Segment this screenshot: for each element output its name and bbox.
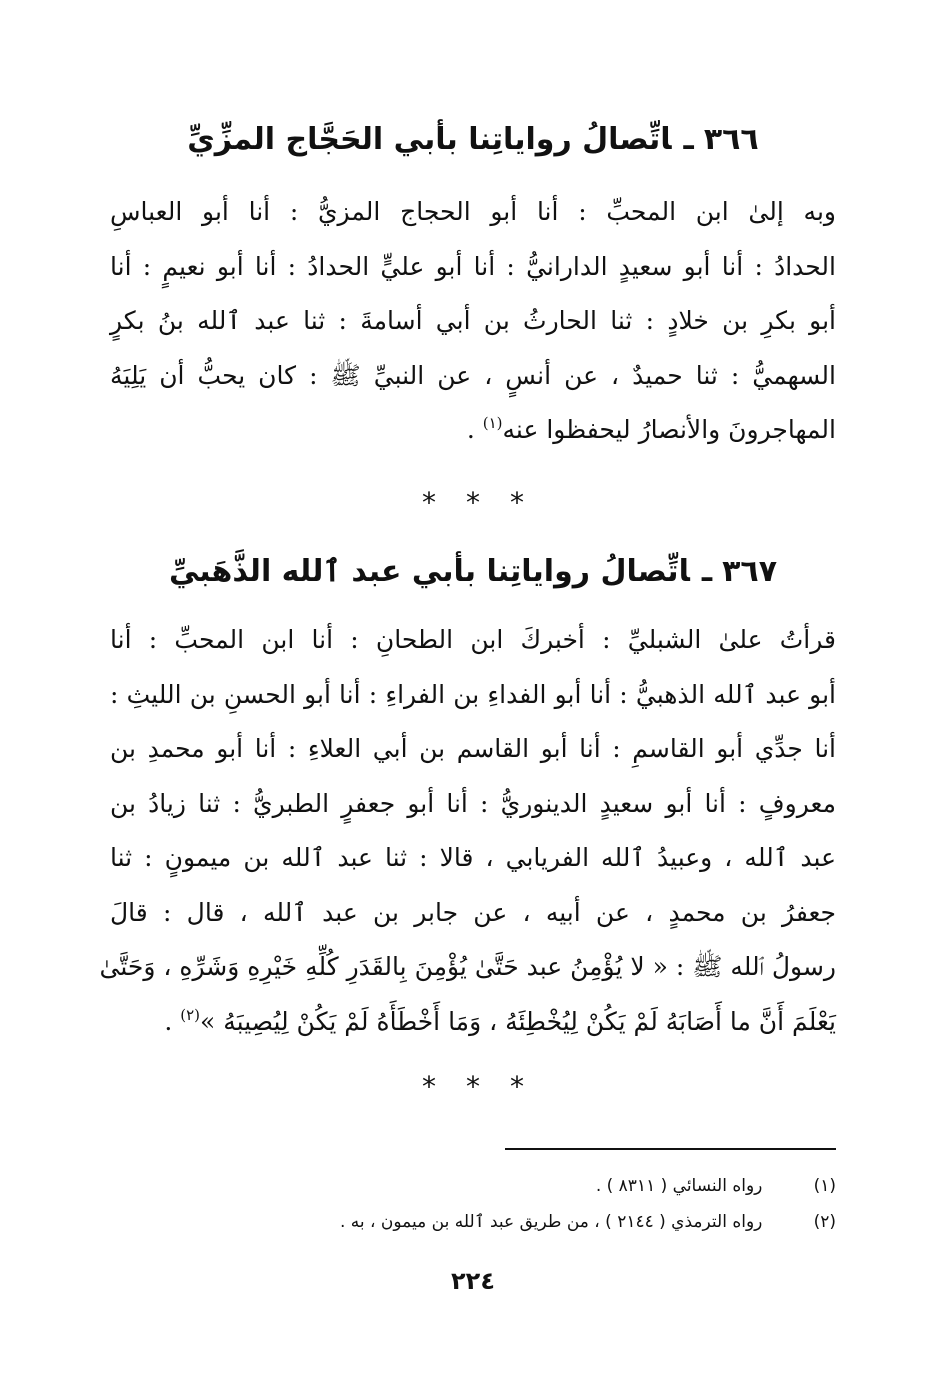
section-title: اتِّصالُ رواياتِنا بأبي الحَجَّاج المزِّيِّ — [187, 122, 672, 157]
line-end-mark: . — [164, 1006, 181, 1036]
footnote-2 — [110, 1204, 836, 1240]
text-line: قرأتُ علىٰ الشبليِّ : أخبركَ ابن الطحانِ : أنا ابن المحبِّ : أنا — [110, 625, 836, 654]
footnote-1 — [110, 1168, 836, 1204]
text-line-last — [110, 995, 836, 1050]
text-line: يَعْلَمَ أَنَّ ما أَصَابَهُ لَمْ يَكُنْ لِيُخْطِئَهُ ، وَمَا أَخْطَأَهُ لَمْ يَكُنْ لِيُصِيبَهُ » — [200, 1006, 836, 1036]
star-icon: * — [422, 486, 436, 519]
footnote-text: رواه الترمذي ( ٢١٤٤ ) ، من طريق عبد ٱلله بن ميمون ، به . — [339, 1212, 763, 1232]
page-number: ٢٢٤ — [451, 1267, 495, 1295]
star-icon: * — [422, 1070, 436, 1103]
section-title: اتِّصالُ رواياتِنا بأبي عبد ٱلله الذَّهَبيِّ — [168, 554, 690, 589]
text-line: رسولُ ٱلله ﷺ : « لا يُؤْمِنُ عبد حَتَّىٰ يُؤْمِنَ بِالقَدَرِ كُلِّهِ خَيْرِهِ وَشَرِّهِ ، وَحَتَّىٰ — [99, 952, 836, 981]
text-line: المهاجرونَ والأنصارُ ليحفظوا عنه — [502, 415, 836, 444]
text-line: أبو عبد ٱلله الذهبيُّ : أنا أبو الفداءِ بن الفراءِ : أنا أبو الحسنِ بن الليثِ : — [110, 679, 836, 709]
star-icon: * — [466, 486, 480, 519]
section-dash: ـ — [701, 554, 713, 589]
footnote-ref-1[interactable]: (١) — [482, 414, 503, 432]
footnote-divider — [505, 1148, 836, 1150]
section-dash: ـ — [683, 122, 694, 157]
section-367-heading — [110, 552, 836, 592]
section-number: ٣٦٧ — [722, 554, 778, 589]
footnote-number: (٢) — [813, 1212, 836, 1232]
text-line: أبو بكرِ بن خلادٍ : ثنا الحارثُ بن أبي أسامةَ : ثنا عبد ٱلله بنُ بكرٍ — [110, 306, 836, 335]
section-366-heading — [110, 120, 836, 160]
text-line: الحدادُ : أنا أبو سعيدٍ الدارانيُّ : أنا أبو عليٍّ الحدادُ : أنا أبو نعيمٍ : أنا — [110, 251, 836, 281]
text-line: عبد ٱلله ، وعبيدُ ٱلله الفريابي ، قالا : ثنا عبد ٱلله بن ميمونٍ : ثنا — [110, 843, 836, 872]
text-line: جعفرُ بن محمدٍ ، عن أبيه ، عن جابر بن عبد ٱلله ، قال : قالَ — [110, 897, 836, 927]
text-line-last — [110, 403, 836, 458]
text-line: السهميُّ : ثنا حميدٌ ، عن أنسٍ ، عن النبيِّ ﷺ : كان يحبُّ أن يَلِيَهُ — [110, 360, 836, 390]
separator-stars — [0, 488, 946, 518]
star-icon: * — [510, 1070, 524, 1103]
footnote-ref-2[interactable]: (٢) — [180, 1005, 201, 1024]
footnote-text: رواه النسائي ( ٨٣١١ ) . — [595, 1176, 763, 1196]
footnote-number: (١) — [813, 1176, 836, 1196]
text-line: وبه إلىٰ ابن المحبِّ : أنا أبو الحجاج المزيُّ : أنا أبو العباسِ — [110, 197, 836, 226]
star-icon: * — [510, 486, 524, 519]
section-366-body — [110, 185, 836, 458]
line-end-mark: . — [466, 415, 483, 444]
text-line: معروفٍ : أنا أبو سعيدٍ الدينوريُّ : أنا أبو جعفرٍ الطبريُّ : ثنا زيادُ بن — [110, 788, 836, 818]
star-icon: * — [466, 1070, 480, 1103]
footnotes — [110, 1168, 836, 1240]
separator-stars — [0, 1072, 946, 1102]
section-number: ٣٦٦ — [703, 122, 759, 157]
section-367-body — [99, 613, 836, 1049]
text-line: أنا جدِّي أبو القاسمِ : أنا أبو القاسم بن أبي العلاءِ : أنا أبو محمدِ بن — [110, 734, 836, 763]
